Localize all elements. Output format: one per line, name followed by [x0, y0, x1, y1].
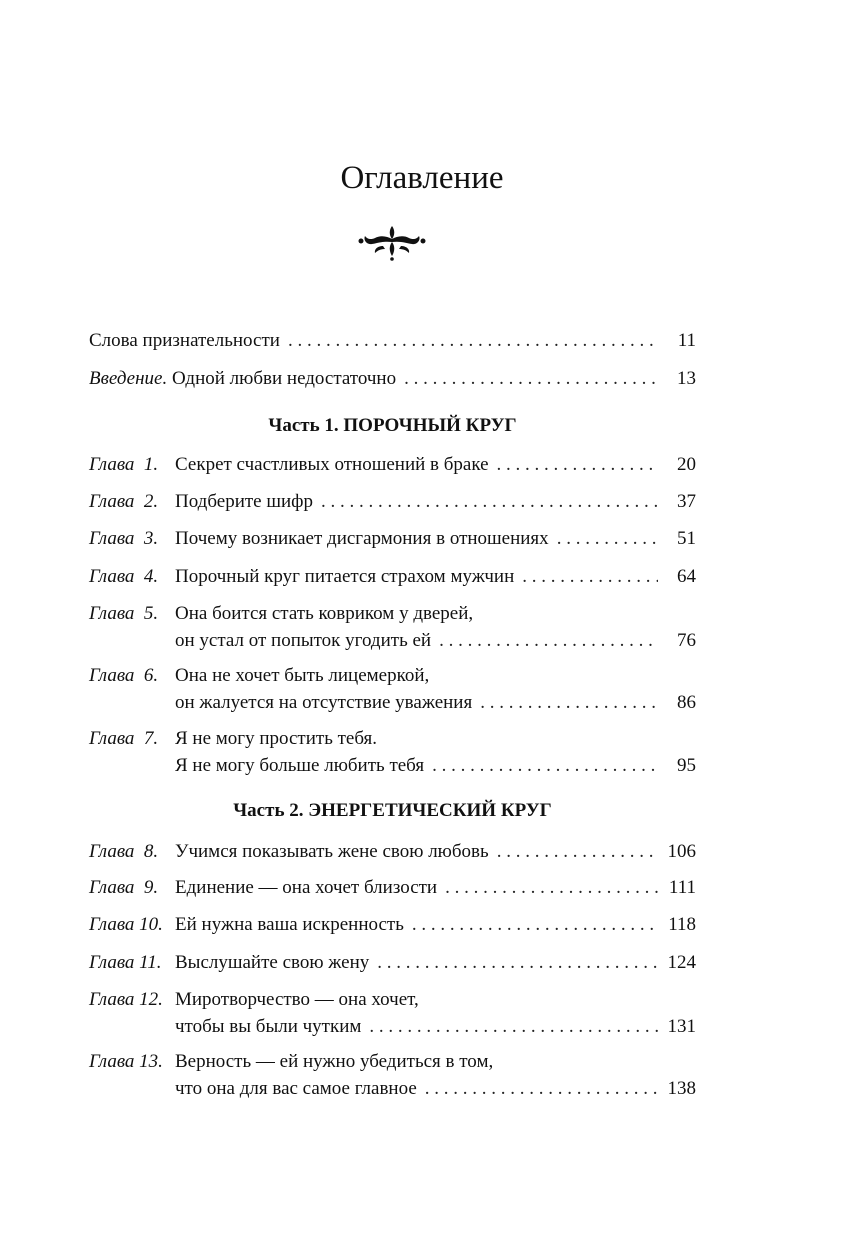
page-number: 64 [677, 566, 696, 587]
toc-entry-chapter-13[interactable] [89, 1049, 696, 1101]
dot-leader [497, 452, 658, 477]
chapter-title: Секрет счастливых отношений в браке [175, 454, 489, 475]
page-number: 124 [667, 952, 696, 973]
chapter-title: Ей нужна ваша искренность [175, 914, 404, 935]
page-number: 106 [667, 841, 696, 862]
toc-entry-introduction[interactable] [89, 366, 696, 391]
chapter-label: Глава 1. [89, 454, 159, 475]
page-number: 95 [677, 755, 696, 776]
dot-leader [557, 526, 658, 551]
toc-entry-chapter-2[interactable] [89, 489, 696, 514]
dot-leader [321, 489, 658, 514]
entry-title: Слова признательности [89, 330, 280, 351]
chapter-title-line-1: Я не могу простить тебя. [175, 728, 378, 749]
chapter-label: Глава 11. [89, 952, 162, 973]
dot-leader [439, 628, 658, 653]
toc-entry-chapter-11[interactable] [89, 950, 696, 975]
chapter-label: Глава 7. [89, 728, 159, 749]
toc-entry-chapter-10[interactable] [89, 912, 696, 937]
dot-leader [404, 366, 658, 391]
chapter-label: Глава 5. [89, 603, 159, 624]
chapter-title-line-1: Она боится стать ковриком у дверей, [175, 603, 474, 624]
toc-entry-chapter-5[interactable] [89, 601, 696, 653]
entry-title: Одной любви недостаточно [167, 368, 397, 389]
chapter-title: Учимся показывать жене свою любовь [175, 841, 489, 862]
toc-entry-chapter-3[interactable] [89, 526, 696, 551]
chapter-title: Выслушайте свою жену [175, 952, 370, 973]
chapter-title-line-2: он устал от попыток угодить ей [175, 630, 432, 651]
dot-leader [445, 875, 658, 900]
chapter-label: Глава 4. [89, 566, 159, 587]
page-number: 13 [677, 368, 696, 389]
toc-entry-chapter-4[interactable] [89, 564, 696, 589]
page-number: 76 [677, 630, 696, 651]
page-number: 138 [667, 1078, 696, 1099]
page-number: 51 [677, 528, 696, 549]
chapter-label: Глава 3. [89, 528, 159, 549]
dot-leader [425, 1076, 658, 1101]
toc-entry-chapter-1[interactable] [89, 452, 696, 477]
page-number: 20 [677, 454, 696, 475]
chapter-title-line-2: чтобы вы были чутким [175, 1016, 362, 1037]
page-number: 11 [677, 330, 696, 351]
toc-entry-chapter-12[interactable] [89, 987, 696, 1039]
toc-entry-chapter-8[interactable] [89, 839, 696, 864]
chapter-title: Подберите шифр [175, 491, 313, 512]
part-heading: Часть 2. ЭНЕРГЕТИЧЕСКИЙ КРУГ [233, 800, 552, 821]
chapter-title-line-1: Верность — ей нужно убедиться в том, [175, 1051, 494, 1072]
chapter-label: Глава 10. [89, 914, 163, 935]
page-number: 86 [677, 692, 696, 713]
toc-entry-chapter-7[interactable] [89, 726, 696, 778]
entry-label: Введение. [89, 368, 168, 389]
chapter-title-line-1: Она не хочет быть лицемеркой, [175, 665, 430, 686]
chapter-label: Глава 13. [89, 1051, 163, 1072]
dot-leader [412, 912, 658, 937]
chapter-title-line-2: он жалуется на отсутствие уважения [175, 692, 473, 713]
page-number: 111 [668, 877, 696, 898]
chapter-title: Порочный круг питается страхом мужчин [175, 566, 515, 587]
chapter-title-line-1: Миротворчество — она хочет, [175, 989, 419, 1010]
page-number: 118 [668, 914, 696, 935]
dot-leader [377, 950, 658, 975]
page-title: Оглавление [340, 160, 504, 196]
chapter-title-line-2: что она для вас самое главное [175, 1078, 417, 1099]
fleuron-ornament-icon [357, 222, 427, 262]
toc-entry-chapter-9[interactable] [89, 875, 696, 900]
chapter-title-line-2: Я не могу больше любить тебя [175, 755, 425, 776]
dot-leader [369, 1014, 658, 1039]
dot-leader [480, 690, 658, 715]
chapter-label: Глава 8. [89, 841, 159, 862]
chapter-label: Глава 6. [89, 665, 159, 686]
chapter-label: Глава 9. [89, 877, 159, 898]
toc-entry-chapter-6[interactable] [89, 663, 696, 715]
chapter-title: Почему возникает дисгармония в отношениях [175, 528, 549, 549]
dot-leader [497, 839, 658, 864]
chapter-label: Глава 12. [89, 989, 163, 1010]
chapter-title: Единение — она хочет близости [175, 877, 438, 898]
chapter-label: Глава 2. [89, 491, 159, 512]
dot-leader [522, 564, 658, 589]
page-number: 131 [667, 1016, 696, 1037]
dot-leader [432, 753, 658, 778]
page-number: 37 [677, 491, 696, 512]
dot-leader [288, 328, 658, 353]
part-heading: Часть 1. ПОРОЧНЫЙ КРУГ [268, 415, 517, 436]
toc-entry-acknowledgements[interactable] [89, 328, 696, 353]
